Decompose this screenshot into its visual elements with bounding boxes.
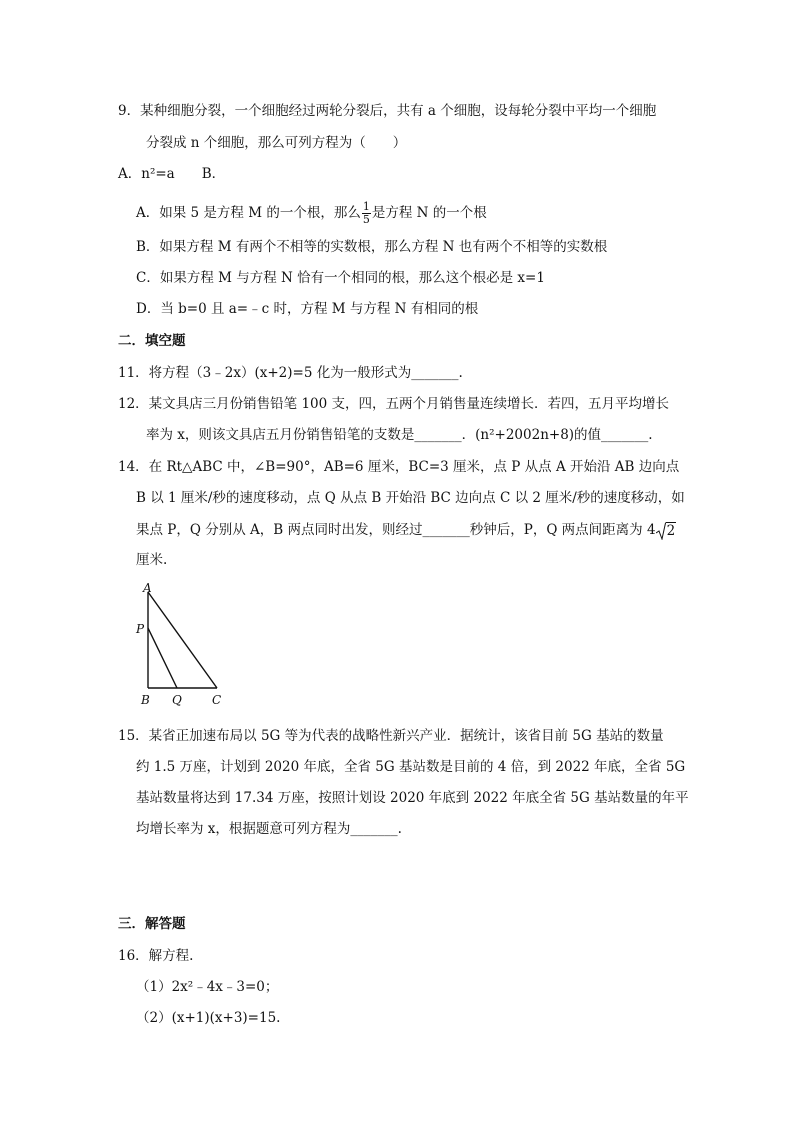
q10-option-a <box>136 199 487 227</box>
q12-line-2: 率为 x，则该文具店五月份销售铅笔的支数是_______．(n²+2002n+8)的值_______. <box>146 427 653 443</box>
triangle-figure <box>132 578 232 710</box>
q14-line-1: 14．在 Rt△ABC 中，∠B=90°，AB=6 厘米，BC=3 厘米，点 P 从点 A 开始沿 AB 边向点 <box>118 459 680 475</box>
q14-line-2: B 以 1 厘米/秒的速度移动，点 Q 从点 B 开始沿 BC 边向点 C 以 2 厘米/秒的速度移动，如 <box>136 490 685 506</box>
q14-line-3-pre: 果点 P，Q 分别从 A，B 两点同时出发，则经过_______秒钟后，P，Q 两点间距离为 4 <box>136 522 656 538</box>
q10-option-a-pre: A．如果 5 是方程 M 的一个根，那么 <box>136 205 361 221</box>
label-p: P <box>136 622 145 636</box>
q11-text: 11．将方程（3﹣2x）(x+2)=5 化为一般形式为_______. <box>118 365 463 381</box>
q9-line-1: 9．某种细胞分裂，一个细胞经过两轮分裂后，共有 a 个细胞，设每轮分裂中平均一个细胞 <box>118 103 657 119</box>
side-ac <box>148 592 217 688</box>
segment-pq <box>148 628 177 688</box>
radical-sign-icon <box>656 522 666 540</box>
label-c: C <box>212 693 222 707</box>
q12-line-1: 12．某文具店三月份销售铅笔 100 支，四，五两个月销售量连续增长．若四，五月平均增长 <box>118 396 670 412</box>
label-b: B <box>141 693 150 707</box>
label-a: A <box>143 581 152 595</box>
q10-option-d: D．当 b=0 且 a=﹣c 时，方程 M 与方程 N 有相同的根 <box>136 301 479 317</box>
q15-line-3: 基站数量将达到 17.34 万座，按照计划设 2020 年底到 2022 年底全省 5G 基站数量的年平 <box>136 790 689 806</box>
section-3-title: 三．解答题 <box>118 916 186 932</box>
q10-option-b: B．如果方程 M 有两个不相等的实数根，那么方程 N 也有两个不相等的实数根 <box>136 239 608 255</box>
q9-line-3: A．n²=a B． <box>118 166 226 182</box>
q16-part-1: （1）2x²﹣4x﹣3=0； <box>136 979 279 995</box>
q9-line-2: 分裂成 n 个细胞，那么可列方程为（ ） <box>146 135 407 151</box>
q16-title: 16．解方程. <box>118 948 194 964</box>
q15-line-4: 均增长率为 x，根据题意可列方程为_______. <box>136 821 402 837</box>
fraction-one-fifth <box>362 201 371 226</box>
q10-option-a-post: 是方程 N 的一个根 <box>371 205 487 221</box>
square-root <box>656 519 677 543</box>
q14-line-3 <box>136 518 676 543</box>
q15-line-1: 15．某省正加速布局以 5G 等为代表的战略性新兴产业．据统计，该省目前 5G 基站的数量 <box>118 728 664 744</box>
q10-option-c: C．如果方程 M 与方程 N 恰有一个相同的根，那么这个根必是 x=1 <box>136 270 545 286</box>
label-q: Q <box>172 693 182 707</box>
fraction-numerator: 1 <box>362 200 370 213</box>
section-2-title: 二．填空题 <box>118 333 186 349</box>
q15-line-2: 约 1.5 万座，计划到 2020 年底，全省 5G 基站数是目前的 4 倍，到 2022 年底，全省 5G <box>136 759 686 775</box>
square-root-radicand: 2 <box>666 522 676 539</box>
fraction-denominator: 5 <box>362 213 370 226</box>
q16-part-2: （2）(x+1)(x+3)=15. <box>136 1010 281 1026</box>
q14-line-4: 厘米. <box>136 552 168 568</box>
